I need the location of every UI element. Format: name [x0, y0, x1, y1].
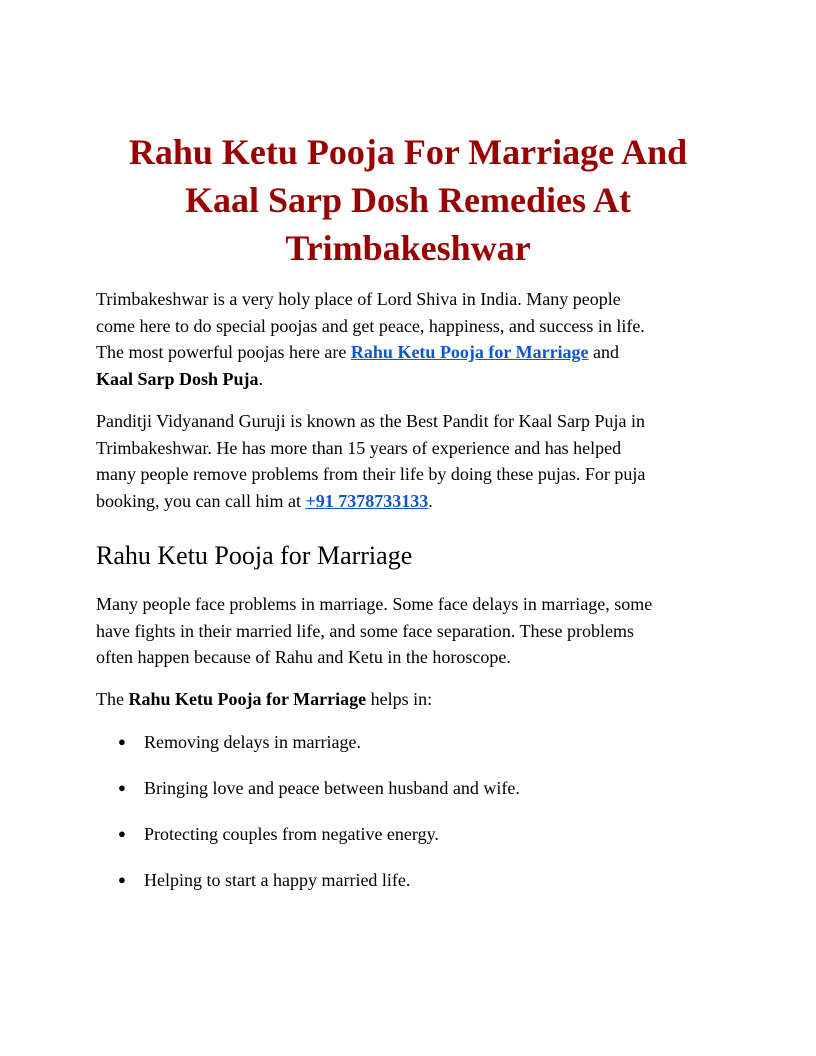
intro-text: The most powerful poojas here are: [96, 342, 351, 362]
list-item: [118, 867, 410, 893]
list-item: [118, 821, 439, 847]
title-line: Trimbakeshwar: [285, 228, 531, 268]
section-paragraph: [96, 591, 726, 671]
section-line: Many people face problems in marriage. Some face delays in marriage, some: [96, 594, 653, 614]
section-line: often happen because of Rahu and Ketu in the horoscope.: [96, 647, 511, 667]
list-item-text: Protecting couples from negative energy.: [144, 824, 439, 844]
list-item-text: Removing delays in marriage.: [144, 732, 361, 752]
rahu-ketu-pooja-link[interactable]: Rahu Ketu Pooja for Marriage: [350, 342, 589, 362]
intro-line: [96, 339, 726, 366]
title-line: Kaal Sarp Dosh Remedies At: [184, 180, 631, 220]
intro-text: .: [258, 368, 264, 389]
helps-line: [96, 686, 726, 713]
pandit-text: booking, you can call him at: [96, 490, 306, 511]
kaal-sarp-dosh-puja-bold: Kaal Sarp Dosh Puja: [96, 368, 259, 389]
pandit-line: Trimbakeshwar. He has more than 15 years of experience and has helped: [96, 437, 622, 458]
section-line: have fights in their married life, and some face separation. These problems: [96, 620, 634, 641]
pandit-text: .: [428, 490, 433, 511]
bullet-icon: ●: [118, 872, 126, 887]
intro-line: come here to do special poojas and get peace, happiness, and success in life.: [96, 315, 645, 336]
pandit-line: [96, 488, 726, 515]
page-title: [96, 128, 720, 272]
bullet-icon: ●: [118, 826, 126, 841]
intro-text: and: [588, 342, 620, 362]
pandit-line: many people remove problems from their life by doing these pujas. For puja: [96, 464, 646, 484]
phone-link[interactable]: +91 7378733133: [305, 490, 429, 511]
list-item-text: Helping to start a happy married life.: [144, 870, 411, 890]
intro-line: Trimbakeshwar is a very holy place of Lord Shiva in India. Many people: [96, 289, 621, 309]
intro-paragraph: [96, 286, 726, 392]
bullet-icon: ●: [118, 780, 126, 795]
list-item: [118, 729, 361, 755]
list-item-text: Bringing love and peace between husband and wife.: [144, 778, 520, 798]
helps-text: The: [96, 689, 129, 709]
helps-bold: Rahu Ketu Pooja for Marriage: [128, 689, 367, 709]
pandit-line: Panditji Vidyanand Guruji is known as the Best Pandit for Kaal Sarp Puja in: [96, 411, 646, 431]
section-heading: Rahu Ketu Pooja for Marriage: [96, 541, 413, 570]
title-line: Rahu Ketu Pooja For Marriage And: [128, 132, 688, 172]
list-item: [118, 775, 520, 801]
pandit-paragraph: [96, 408, 726, 514]
bullet-icon: ●: [118, 734, 126, 749]
intro-line: [96, 366, 726, 393]
helps-paragraph: [96, 686, 726, 713]
helps-text: helps in:: [366, 689, 433, 709]
